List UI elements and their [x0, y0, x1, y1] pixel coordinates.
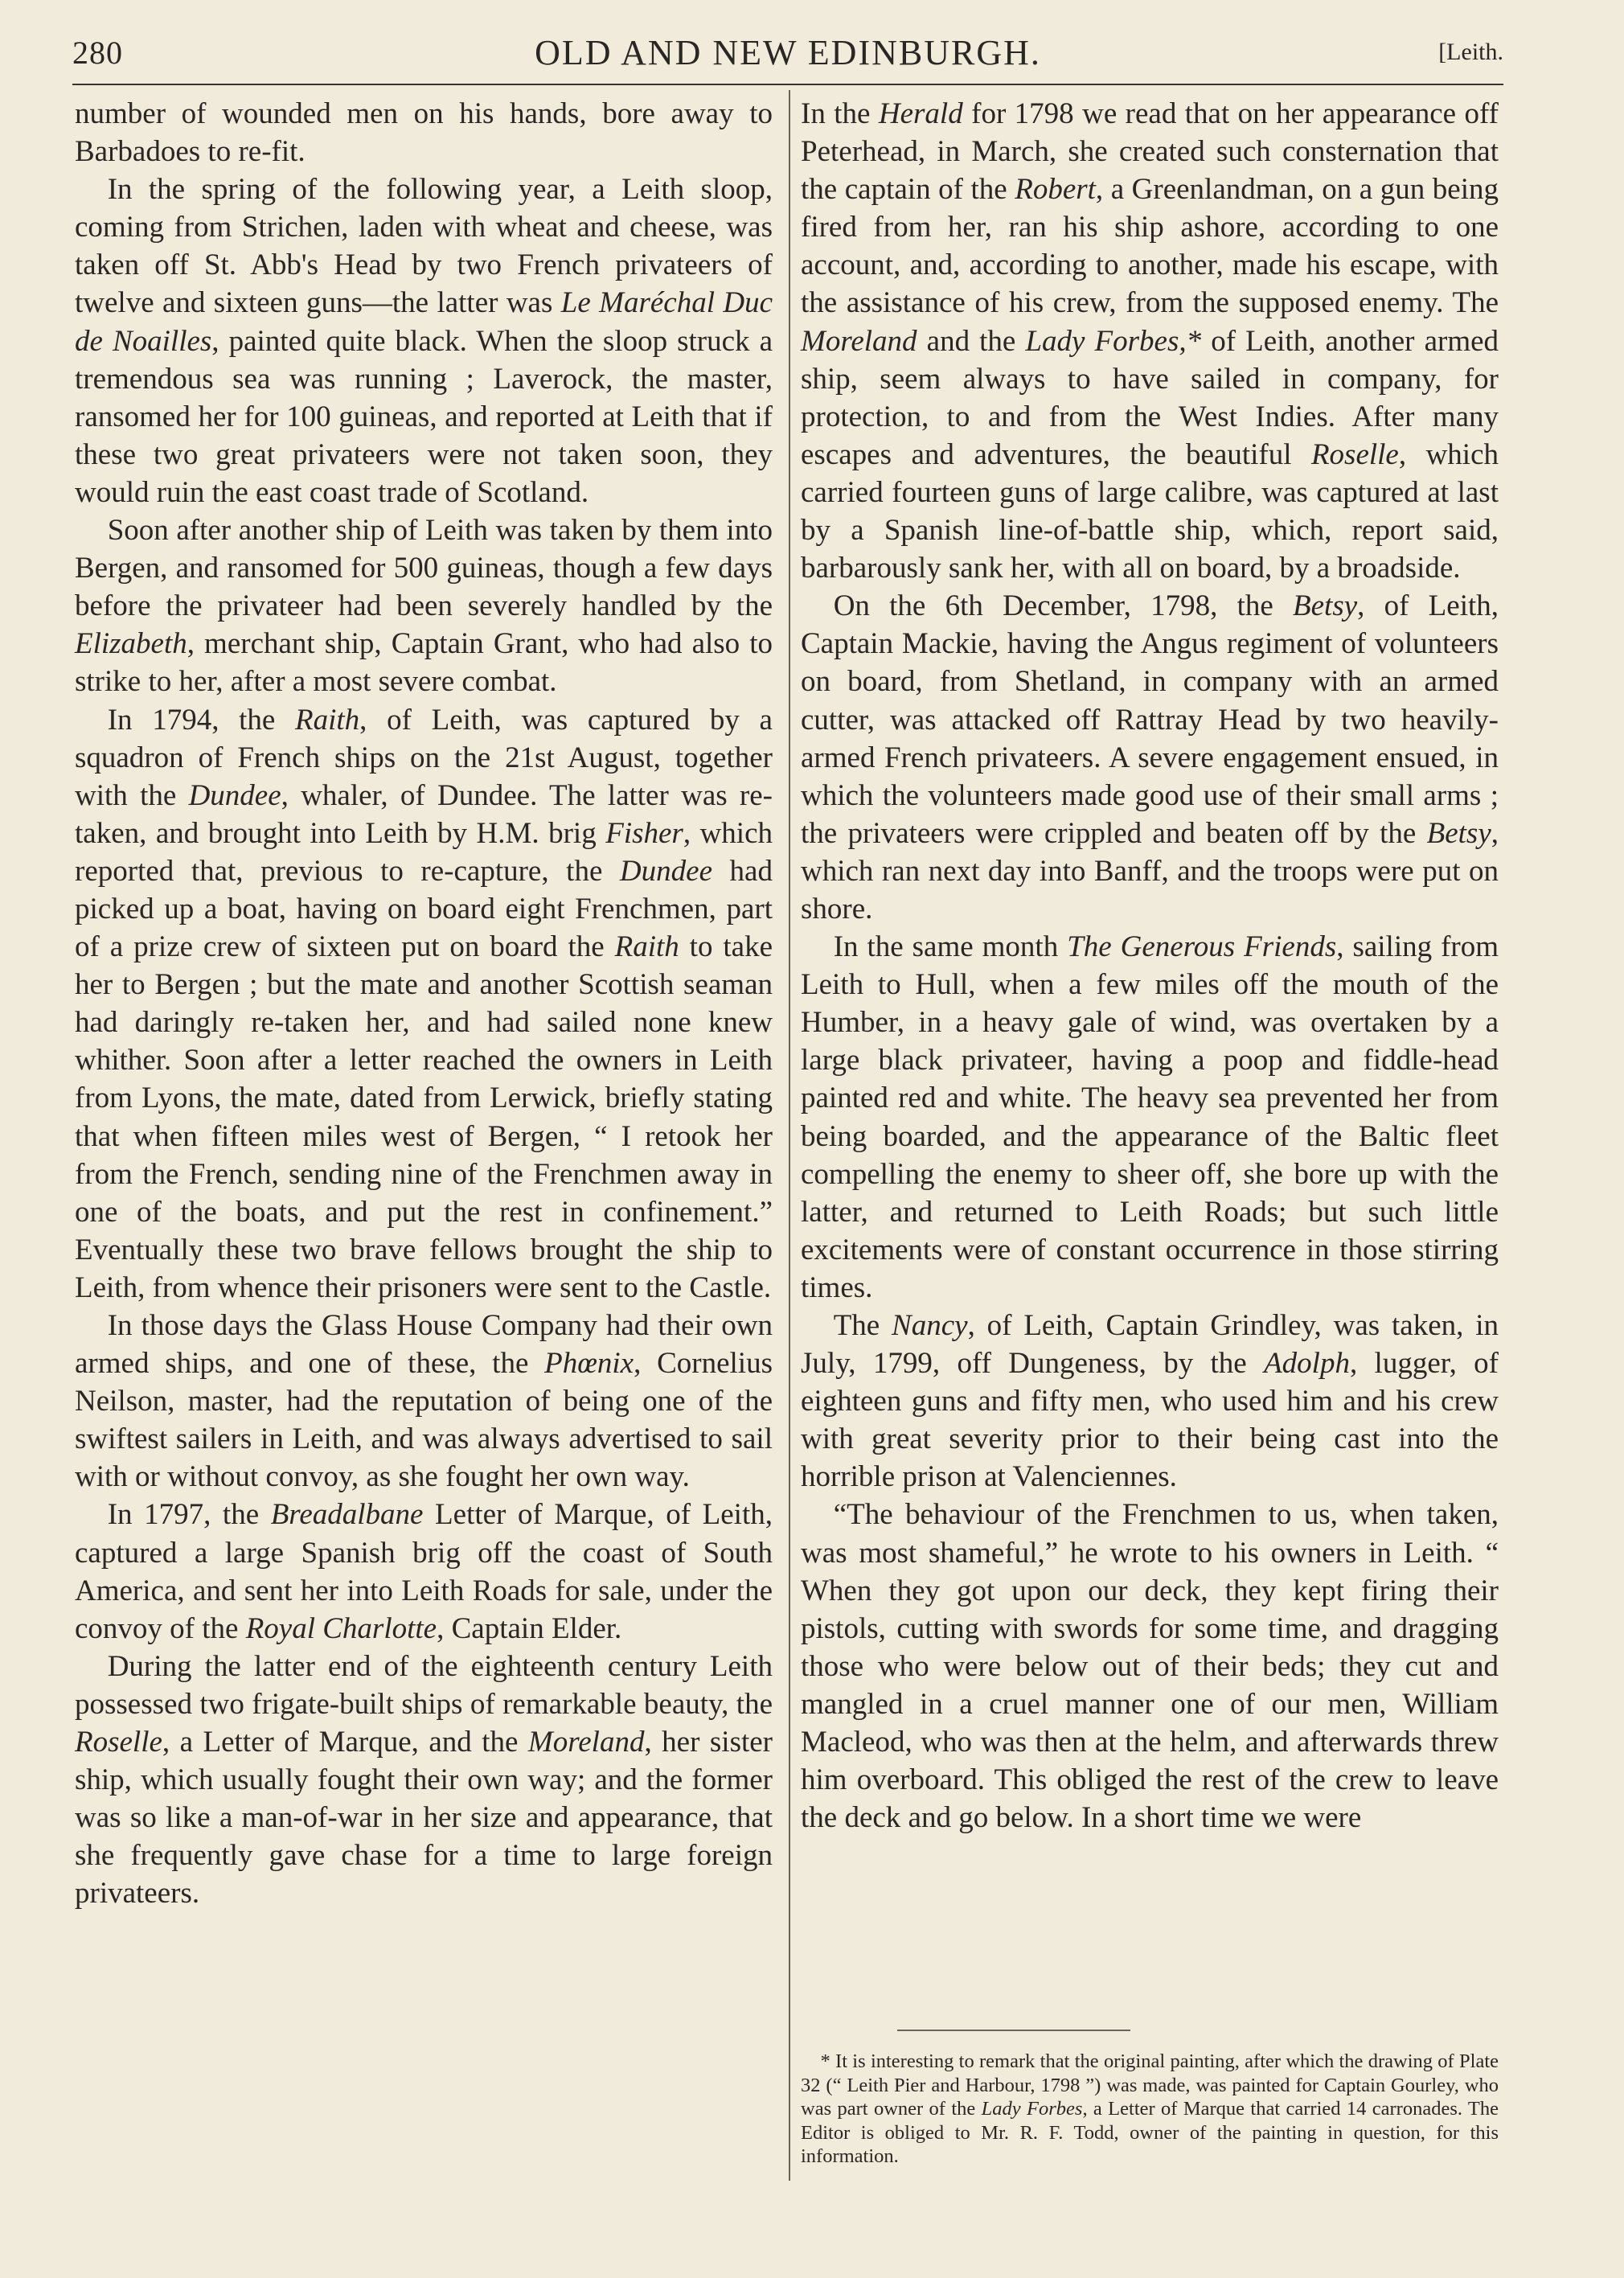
- ship-name: Dundee: [188, 778, 281, 812]
- ship-name: Roselle: [1310, 437, 1399, 471]
- paragraph: The Nancy, of Leith, Captain Grindley, was taken, in July, 1799, off Dungeness, by the Adolph, lugger, of eighteen guns and fifty men, who used him and his crew with great severity prior to their being cast into the horrible prison at Valenciennes.: [801, 1309, 1499, 1494]
- ship-name: Dundee: [619, 854, 712, 888]
- ship-name: Adolph: [1264, 1347, 1350, 1381]
- left-column: [75, 95, 773, 1913]
- ship-name: The Generous Friends: [1067, 930, 1337, 964]
- ship-name: Betsy: [1293, 589, 1358, 623]
- paragraph: In 1797, the Breadalbane Letter of Marque, of Leith, captured a large Spanish brig off the coast of South America, and sent her into Leith Roads for sale, under the convoy of the Royal Charlotte, Captain Elder.: [75, 1498, 773, 1645]
- footnote-rule: [897, 2030, 1130, 2031]
- paragraph: In the same month The Generous Friends, sailing from Leith to Hull, when a few miles off the mouth of the Humber, in a heavy gale of wind, was overtaken by a large black privateer, having a poop and fiddle-head painted red and white. The heavy sea prevented her from being boarded, and the appearance of the Baltic fleet compelling the enemy to sheer off, she bore up with the latter, and returned to Leith Roads; but such little excitements were of constant occurrence in those stirring times.: [801, 930, 1499, 1304]
- ship-name: Le Maréchal Duc de Noailles: [75, 286, 773, 358]
- column-divider: [789, 90, 790, 2181]
- paragraph: On the 6th December, 1798, the Betsy, of Leith, Captain Mackie, having the Angus regiment of volunteers on board, from Shetland, in company with an armed cutter, was attacked off Rattray Head by two heavily-armed French privateers. A severe engagement ensued, in which the volunteers made good use of their small arms ; the privateers were crippled and beaten off by the Betsy, which ran next day into Banff, and the troops were put on shore.: [801, 589, 1499, 926]
- running-title: OLD AND NEW EDINBURGH.: [535, 33, 1041, 72]
- header-rule: [72, 84, 1503, 85]
- paragraph: In those days the Glass House Company had their own armed ships, and one of these, the Phœnix, Cornelius Neilson, master, had the reputation of being one of the swiftest sailers in Leith, and was always advertised to sail with or without convoy, as she fought her own way.: [75, 1309, 773, 1494]
- paragraph: Soon after another ship of Leith was taken by them into Bergen, and ransomed for 500 guineas, though a few days before the privateer had been severely handled by the Elizabeth, merchant ship, Captain Grant, who had also to strike to her, after a most severe combat.: [75, 514, 773, 699]
- ship-name: Royal Charlotte: [245, 1611, 437, 1645]
- section-label: [Leith.: [1438, 39, 1503, 65]
- footnote: * It is interesting to remark that the original painting, after which the drawing of Plate 32 (“ Leith Pier and Harbour, 1798 ”) was made, was painted for Captain Gourley, who was part owner of the Lady Forbes, a Letter of Marque that carried 14 carronades. The Editor is obliged to Mr. R. F. Todd, owner of the painting in question, for this information.: [801, 2050, 1499, 2167]
- running-header: [72, 31, 1503, 79]
- ship-name: Elizabeth: [75, 627, 187, 661]
- ship-name: Phœnix: [544, 1347, 634, 1381]
- ship-name: Raith: [295, 703, 360, 737]
- ship-name: Moreland: [801, 324, 917, 358]
- ship-name: Robert: [1015, 173, 1096, 207]
- ship-name: Lady Forbes,*: [1025, 324, 1202, 358]
- ship-name: Raith: [614, 930, 679, 964]
- paragraph: number of wounded men on his hands, bore away to Barbadoes to re-fit.: [75, 97, 773, 169]
- paragraph: In the Herald for 1798 we read that on her appearance off Peterhead, in March, she created such consternation that the captain of the Robert, a Greenlandman, on a gun being fired from her, ran his ship ashore, according to one account, and, according to another, made his escape, with the assistance of his crew, from the supposed enemy. The Moreland and the Lady Forbes,* of Leith, another armed ship, seem always to have sailed in company, for protection, to and from the West Indies. After many escapes and adventures, the beautiful Roselle, which carried fourteen guns of large calibre, was captured at last by a Spanish line-of-battle ship, which, report said, barbarously sank her, with all on board, by a broadside.: [801, 97, 1499, 585]
- ship-name: Fisher: [605, 816, 683, 850]
- paragraph: During the latter end of the eighteenth century Leith possessed two frigate-built ships of remarkable beauty, the Roselle, a Letter of Marque, and the Moreland, her sister ship, which usually fought their own way; and the former was so like a man-of-war in her size and appearance, that she frequently gave chase for a time to large foreign privateers.: [75, 1649, 773, 1911]
- ship-name: Nancy: [892, 1309, 968, 1342]
- ship-name: Moreland: [527, 1726, 645, 1759]
- paragraph: “The behaviour of the Frenchmen to us, when taken, was most shameful,” he wrote to his owners in Leith. “ When they got upon our deck, they kept firing their pistols, cutting with swords for some time, and dragging those who were below out of their beds; they cut and mangled in a cruel manner one of our men, William Macleod, who was then at the helm, and afterwards threw him overboard. This obliged the rest of the crew to leave the deck and go below. In a short time we were: [801, 1498, 1499, 1835]
- ship-name: Roselle: [75, 1726, 162, 1759]
- right-column: [801, 95, 1499, 1837]
- paragraph: In the spring of the following year, a Leith sloop, coming from Strichen, laden with wheat and cheese, was taken off St. Abb's Head by two French privateers of twelve and sixteen guns—the latter was Le Maréchal Duc de Noailles, painted quite black. When the sloop struck a tremendous sea was running ; Laverock, the master, ransomed her for 100 guineas, and reported at Leith that if these two great privateers were not taken soon, they would ruin the east coast trade of Scotland.: [75, 173, 773, 509]
- ship-name: Lady Forbes: [981, 2098, 1083, 2120]
- ship-name: Betsy: [1426, 816, 1491, 850]
- newspaper-name: Herald: [878, 97, 963, 130]
- page-number: 280: [72, 35, 123, 71]
- paragraph: In 1794, the Raith, of Leith, was captured by a squadron of French ships on the 21st August, together with the Dundee, whaler, of Dundee. The latter was re-taken, and brought into Leith by H.M. brig Fisher, which reported that, previous to re-capture, the Dundee had picked up a boat, having on board eight Frenchmen, part of a prize crew of sixteen put on board the Raith to take her to Bergen ; but the mate and another Scottish seaman had daringly re-taken her, and had sailed none knew whither. Soon after a letter reached the owners in Leith from Lyons, the mate, dated from Lerwick, briefly stating that when fifteen miles west of Bergen, “ I retook her from the French, sending nine of the Frenchmen away in one of the boats, and put the rest in confinement.” Eventually these two brave fellows brought the ship to Leith, from whence their prisoners were sent to the Castle.: [75, 703, 773, 1304]
- ship-name: Breadalbane: [270, 1498, 424, 1532]
